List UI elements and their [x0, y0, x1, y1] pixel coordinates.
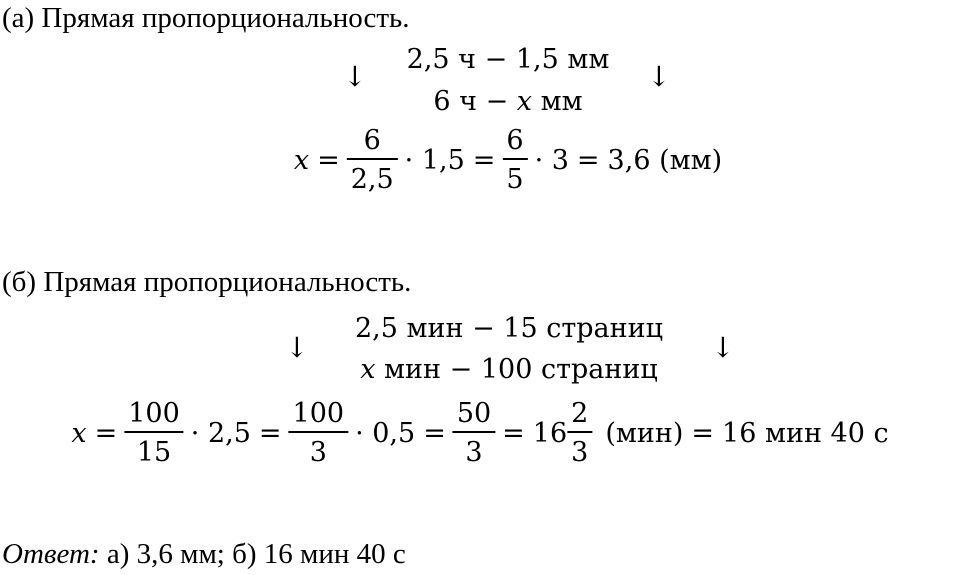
- fraction: [347, 127, 398, 193]
- unit-label: (мин): [605, 417, 684, 449]
- equals-sign: =: [472, 144, 496, 176]
- equation-variable: x: [293, 144, 310, 176]
- fraction-numerator: 50: [456, 398, 492, 429]
- equals-sign: =: [94, 417, 118, 449]
- part-a-right-arrow-icon: ↓: [647, 60, 671, 93]
- multiplication-term: · 1,5: [404, 144, 465, 176]
- equals-sign: =: [576, 144, 600, 176]
- part-a-equation: [290, 127, 726, 193]
- fraction-denominator: 3: [465, 437, 483, 468]
- equals-sign: =: [317, 144, 340, 176]
- equals-sign: =: [691, 417, 715, 449]
- answer-label: Ответ:: [2, 538, 100, 570]
- part-a-proportion-line-1: 2,5 ч − 1,5 мм: [406, 44, 610, 75]
- part-a-line2-unit: мм: [532, 86, 583, 117]
- fraction-denominator: 15: [136, 437, 172, 468]
- equals-sign: =: [502, 417, 525, 449]
- fraction-numerator: 100: [292, 398, 345, 429]
- fraction-numerator: 6: [363, 125, 381, 156]
- mixed-number-whole: 16: [532, 417, 568, 449]
- fraction: [453, 400, 495, 466]
- part-b-line2-text: мин − 100 страниц: [375, 354, 658, 385]
- equation-variable: x: [71, 417, 87, 449]
- part-a-proportion-line-2: [433, 88, 582, 115]
- multiplication-term: · 3: [534, 144, 569, 176]
- part-a-left-arrow-icon: ↓: [343, 60, 367, 93]
- fraction-denominator: 5: [506, 164, 524, 195]
- part-a-line2-variable: x: [516, 86, 533, 117]
- part-b-proportion-line-2: [360, 356, 658, 383]
- equals-sign: =: [423, 417, 446, 449]
- answer-text: а) 3,6 мм; б) 16 мин 40 с: [99, 538, 406, 570]
- equation-result: 3,6 (мм): [607, 144, 723, 176]
- multiplication-term: · 0,5: [355, 417, 416, 449]
- part-b-proportion-line-1: 2,5 мин − 15 страниц: [354, 313, 664, 344]
- fraction-denominator: 3: [571, 437, 589, 468]
- fraction-numerator: 100: [128, 398, 180, 429]
- fraction: [289, 400, 349, 466]
- part-b-left-arrow-icon: ↓: [285, 331, 309, 364]
- part-b-equation: [67, 400, 892, 466]
- fraction-denominator: 3: [309, 437, 327, 468]
- fraction: [124, 400, 184, 466]
- fraction-denominator: 2,5: [350, 164, 394, 195]
- answer-line: [2, 540, 406, 569]
- mixed-number-fraction: [567, 400, 592, 466]
- part-a-line2-value: 6 ч −: [433, 86, 517, 117]
- part-b-line2-variable: x: [360, 354, 376, 385]
- fraction: [502, 127, 527, 193]
- multiplication-term: · 2,5: [190, 417, 251, 449]
- equation-result: 16 мин 40 с: [722, 417, 889, 449]
- equals-sign: =: [258, 417, 282, 449]
- part-b-heading: (б) Прямая пропорциональность.: [2, 266, 412, 298]
- part-a-heading: (а) Прямая пропорциональность.: [2, 2, 410, 34]
- fraction-numerator: 2: [571, 398, 589, 429]
- part-b-right-arrow-icon: ↓: [711, 331, 735, 364]
- fraction-numerator: 6: [506, 125, 524, 156]
